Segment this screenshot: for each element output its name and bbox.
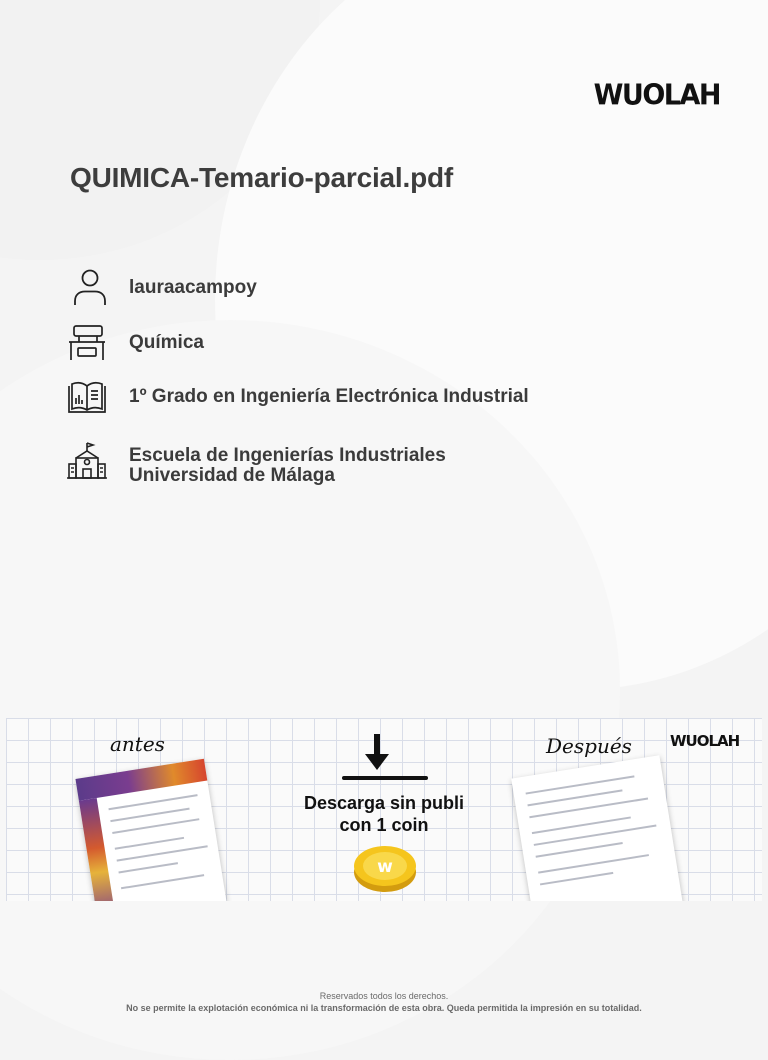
document-title: QUIMICA-Temario-parcial.pdf <box>70 162 454 193</box>
before-document-thumbnail <box>75 759 226 901</box>
download-arrow-icon <box>361 732 393 772</box>
degree-name[interactable]: 1º Grado en Ingeniería Electrónica Industrial <box>129 386 529 407</box>
wuolah-logo[interactable]: WUOLAH <box>593 79 720 112</box>
footer-rights: Reservados todos los derechos. <box>319 991 449 1001</box>
footer <box>0 990 768 1014</box>
info-row-subject <box>66 322 204 364</box>
before-label: antes <box>110 732 165 756</box>
coin-icon <box>352 842 418 894</box>
after-label: Después <box>546 734 632 758</box>
after-document-thumbnail <box>511 755 683 901</box>
cta-line-2: con 1 coin <box>339 815 429 835</box>
subject-name[interactable]: Química <box>129 332 204 353</box>
info-row-school <box>66 440 446 486</box>
school-name[interactable] <box>129 446 446 486</box>
school-building-icon <box>66 440 108 482</box>
download-cta[interactable] <box>276 792 492 836</box>
banner-wuolah-logo: WUOLAH <box>670 732 740 750</box>
info-row-user <box>66 266 257 308</box>
info-row-degree <box>66 376 529 418</box>
svg-text:w: w <box>377 857 393 877</box>
school-line-2: Universidad de Málaga <box>129 465 335 486</box>
promo-banner[interactable] <box>6 718 762 901</box>
username[interactable]: lauraacampoy <box>129 277 257 298</box>
footer-license: No se permite la explotación económica ni la transformación de esta obra. Queda permitida la impresión en su totalidad. <box>126 1003 642 1013</box>
school-line-1: Escuela de Ingenierías Industriales <box>129 445 446 466</box>
desk-icon <box>66 322 108 364</box>
book-icon <box>66 376 108 418</box>
arrow-underline <box>342 776 428 780</box>
cta-line-1: Descarga sin publi <box>303 793 465 813</box>
user-icon <box>66 266 108 308</box>
